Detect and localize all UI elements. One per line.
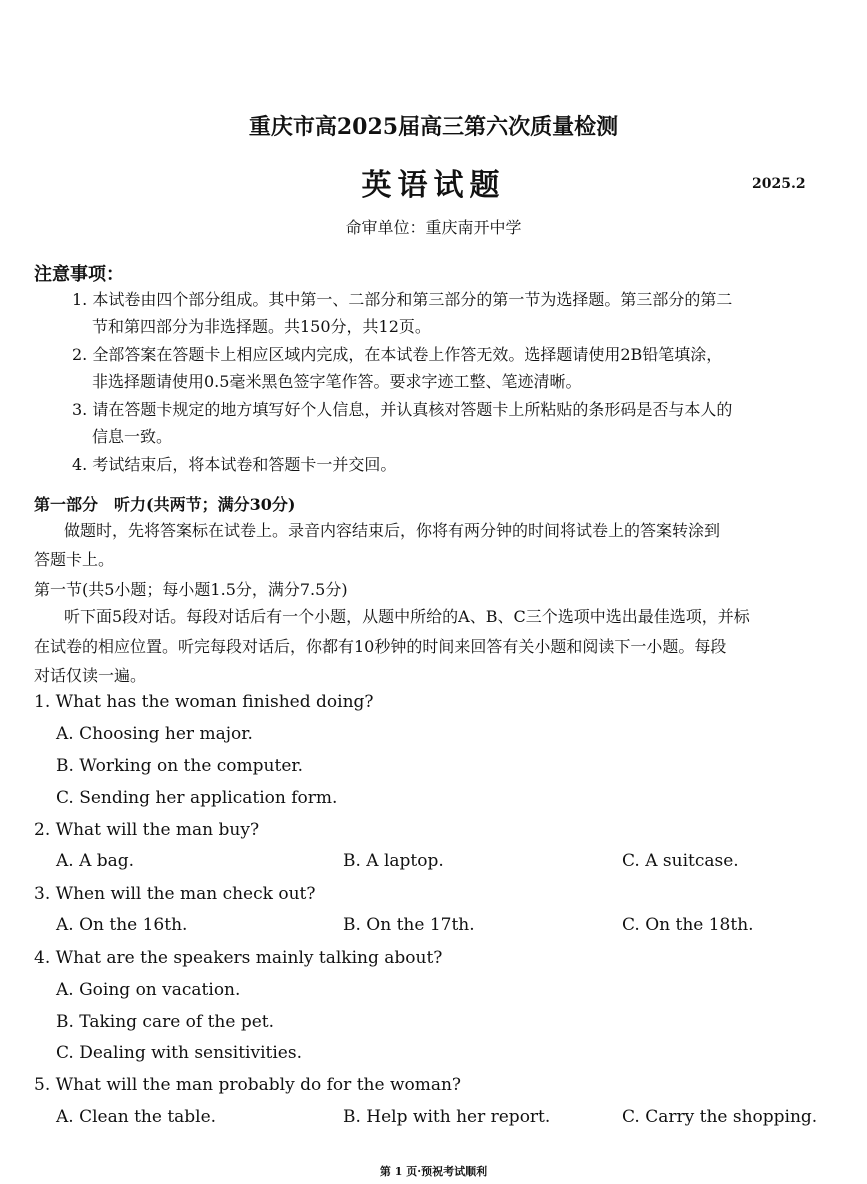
question-1: 1. What has the woman finished doing? [34,692,374,712]
question-4: 4. What are the speakers mainly talking about? [34,948,443,968]
question-1-option-b: B. Working on the computer. [56,756,304,776]
exam-title: 重庆市高2025届高三第六次质量检测 [248,114,619,140]
notice-item-1-line-1: 1. 本试卷由四个部分组成。其中第一、二部分和第三部分的第一节为选择题。第三部分的第二 [72,290,733,309]
question-2: 2. What will the man buy? [34,820,260,840]
question-5: 5. What will the man probably do for the woman? [34,1075,462,1095]
question-2-option-c: C. A suitcase. [622,851,739,871]
question-5-option-a: A. Clean the table. [56,1107,217,1127]
question-5-option-c: C. Carry the shopping. [622,1107,818,1127]
notice-item-4-line-1: 4. 考试结束后，将本试卷和答题卡一并交回。 [72,455,397,474]
question-3: 3. When will the man check out? [34,884,316,904]
question-3-option-a: A. On the 16th. [56,915,188,935]
question-1-option-a: A. Choosing her major. [56,724,253,744]
question-4-option-a: A. Going on vacation. [56,980,241,1000]
part1-heading: 第一部分 听力(共两节；满分30分) [34,495,296,514]
question-2-option-a: A. A bag. [56,851,135,871]
notice-item-1-line-2: 节和第四部分为非选择题。共150分，共12页。 [92,317,431,336]
question-2-option-b: B. A laptop. [343,851,444,871]
notice-item-2-line-1: 2. 全部答案在答题卡上相应区域内完成，在本试卷上作答无效。选择题请使用2B铅笔填涂， [72,345,723,364]
notice-item-3-line-1: 3. 请在答题卡规定的地方填写好个人信息，并认真核对答题卡上所粘贴的条形码是否与本人的 [72,400,733,419]
notice-heading: 注意事项： [34,264,124,285]
setter-unit: 命审单位：重庆南开中学 [345,218,522,237]
section1-directions-line-2: 在试卷的相应位置。听完每段对话后，你都有10秒钟的时间来回答有关小题和阅读下一小题。每段 [34,637,727,656]
notice-item-2-line-2: 非选择题请使用0.5毫米黑色签字笔作答。要求字迹工整、笔迹清晰。 [92,372,582,391]
question-3-option-b: B. On the 17th. [343,915,475,935]
question-3-option-c: C. On the 18th. [622,915,754,935]
part1-intro-line-2: 答题卡上。 [34,550,115,569]
part1-intro-line-1: 做题时，先将答案标在试卷上。录音内容结束后，你将有两分钟的时间将试卷上的答案转涂到 [64,521,721,540]
subject-title: 英语试题 [361,168,506,203]
section1-heading: 第一节(共5小题；每小题1.5分，满分7.5分) [34,580,348,599]
section1-directions-line-3: 对话仅读一遍。 [34,666,147,685]
question-5-option-b: B. Help with her report. [343,1107,551,1127]
section1-directions-line-1: 听下面5段对话。每段对话后有一个小题，从题中所给的A、B、C三个选项中选出最佳选项，并标 [64,607,750,626]
question-4-option-b: B. Taking care of the pet. [56,1012,275,1032]
question-1-option-c: C. Sending her application form. [56,788,338,808]
notice-item-3-line-2: 信息一致。 [92,427,173,446]
page-footer: 第 1 页·预祝考试顺利 [379,1165,488,1178]
exam-date: 2025.2 [752,176,806,192]
question-4-option-c: C. Dealing with sensitivities. [56,1043,302,1063]
